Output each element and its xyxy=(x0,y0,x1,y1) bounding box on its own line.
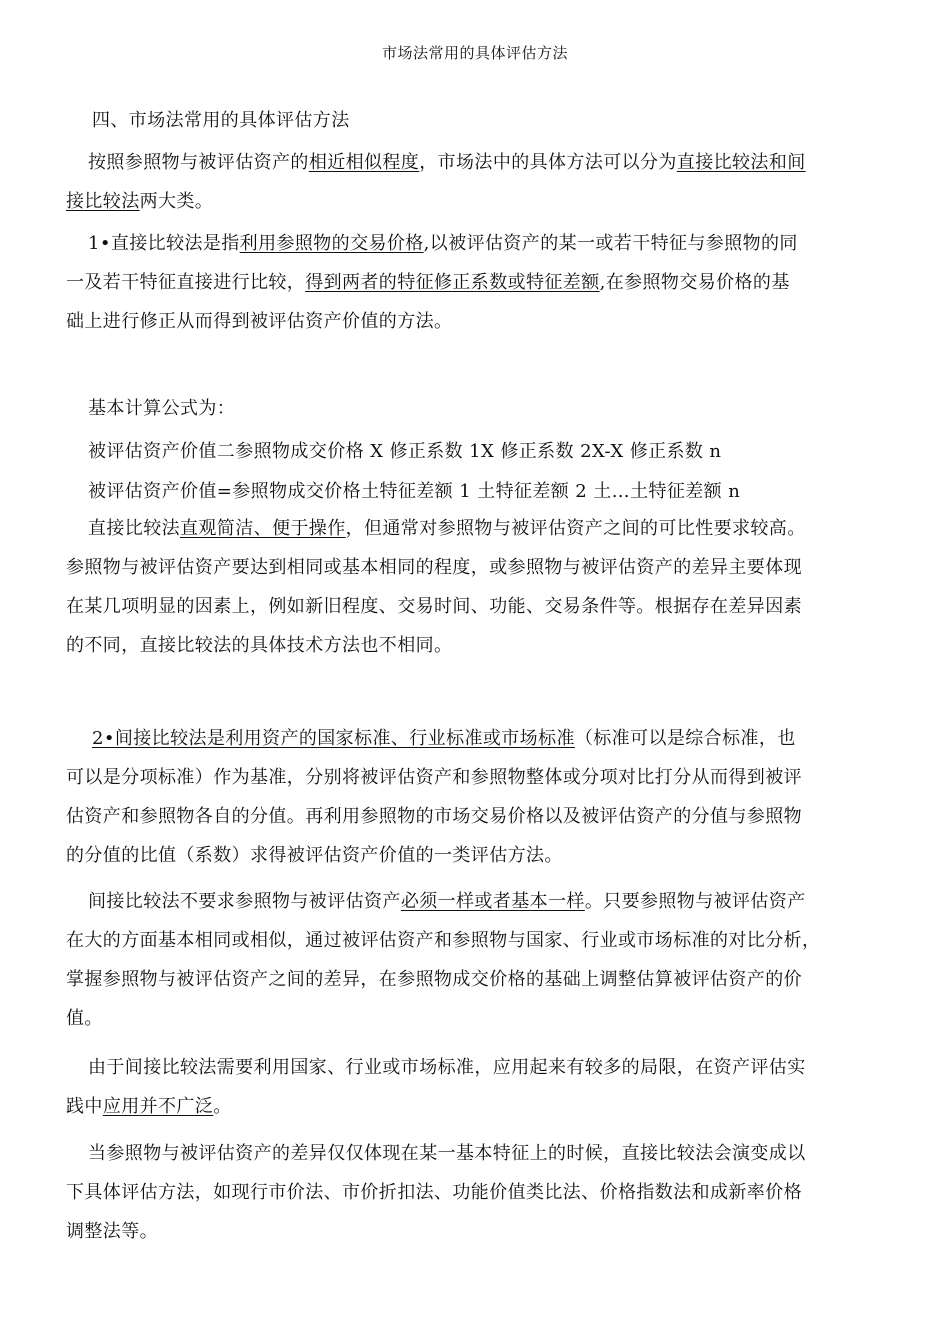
paragraph-5: 间接比较法不要求参照物与被评估资产必须一样或者基本一样。只要参照物与被评估资产 在大的方面基本相同或相似，通过被评估资产和参照物与国家、行业或市场标准的对比分析， 掌握参照物与被评估资产之间的差异，在参照物成交价格的基础上调整估算被评估资产的价 值。 xyxy=(66,891,821,1029)
paragraph-6: 由于间接比较法需要利用国家、行业或市场标准，应用起来有较多的局限，在资产评估实 践中应用并不广泛。 xyxy=(66,1057,806,1117)
formula-1: 被评估资产价值二参照物成交价格 X 修正系数 1X 修正系数 2X-X 修正系数 n xyxy=(88,441,722,462)
paragraph-7: 当参照物与被评估资产的差异仅仅体现在某一基本特征上的时候，直接比较法会演变成以 下具体评估方法，如现行市价法、市价折扣法、功能价值类比法、价格指数法和成新率价格 调整法等。 xyxy=(66,1143,806,1242)
paragraph-4: 2•间接比较法是利用资产的国家标准、行业标准或市场标准（标准可以是综合标准，也 可以是分项标准）作为基准，分别将被评估资产和参照物整体或分项对比打分从而得到被评 估资产和参照物各自的分值。再利用参照物的市场交易价格以及被评估资产的分值与参照物 的分值的比值（系数）求得被评估资产价值的一类评估方法。 xyxy=(66,728,802,866)
paragraph-2: 1•直接比较法是指利用参照物的交易价格,以被评估资产的某一或若干特征与参照物的同 一及若干特征直接进行比较，得到两者的特征修正系数或特征差额,在参照物交易价格的基 础上进行修正从而得到被评估资产价值的方法。 xyxy=(66,233,798,332)
section-title: 四、市场法常用的具体评估方法 xyxy=(92,110,350,131)
page-header: 市场法常用的具体评估方法 xyxy=(381,44,568,62)
formula-intro: 基本计算公式为： xyxy=(88,398,236,419)
paragraph-1: 按照参照物与被评估资产的相近相似程度，市场法中的具体方法可以分为直接比较法和间 接比较法两大类。 xyxy=(66,152,806,212)
paragraph-3: 直接比较法直观简洁、便于操作，但通常对参照物与被评估资产之间的可比性要求较高。 参照物与被评估资产要达到相同或基本相同的程度，或参照物与被评估资产的差异主要体现 在某几项明显的因素上，例如新旧程度、交易时间、功能、交易条件等。根据存在差异因素 的不同，直接比较法的具体技术方法也不相同。 xyxy=(66,518,806,656)
formula-2: 被评估资产价值=参照物成交价格土特征差额 1 土特征差额 2 土…土特征差额 n xyxy=(88,481,741,502)
